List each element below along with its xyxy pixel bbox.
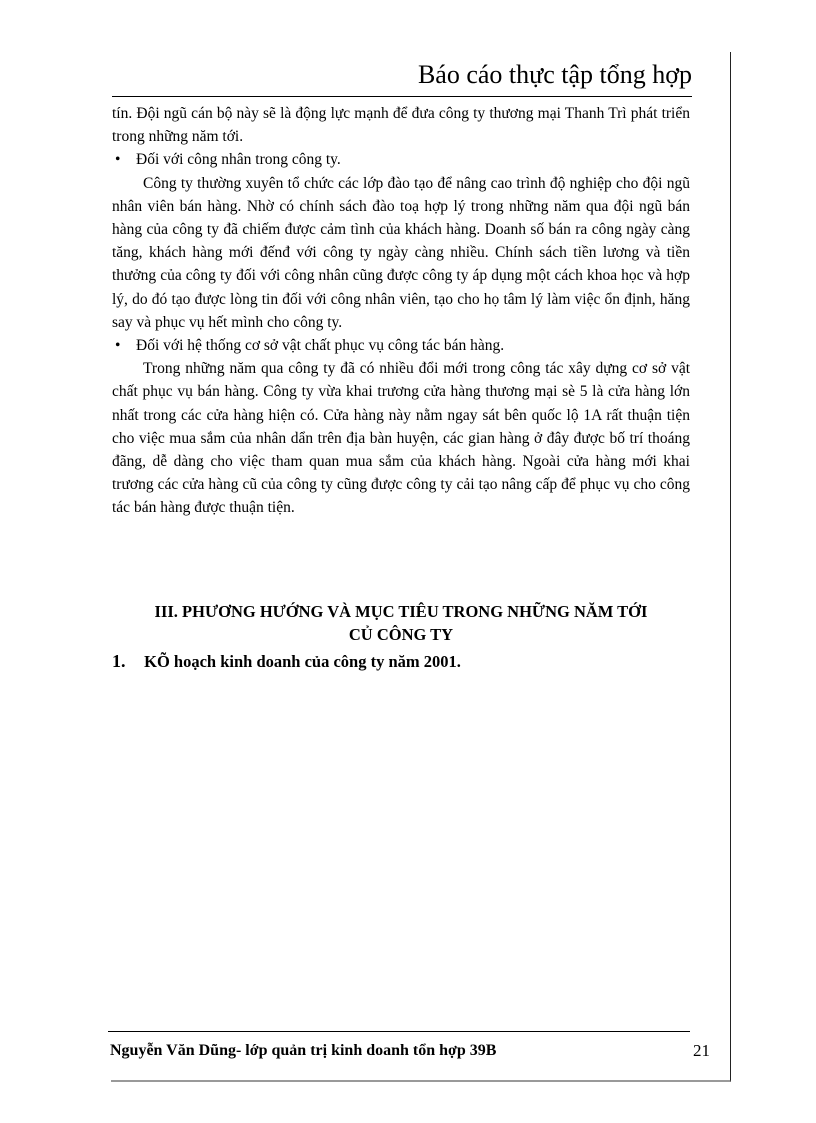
paragraph-continued: tín. Đội ngũ cán bộ này sẽ là động lực mạnh để đưa công ty thương mại Thanh Trì phát triển trong những năm tới. [112,105,690,146]
paragraph: Trong những năm qua công ty đã có nhiều đổi mới trong công tác xây dựng cơ sở vật chất phục vụ bán hàng. Công ty vừa khai trương cửa hàng thương mại sè 5 là cửa hàng lớn nhất trong các cửa hàng hiện có. Cửa hàng này nằm ngay sát bên quốc lộ 1A rất thuận tiện cho việc mua sắm của nhân dẩn trên địa bàn huyện, các gian hàng ở đây được bố trí thoáng đãng, dễ dàng cho việc tham quan mua sắm của khách hàng. Ngoài cửa hàng mới khai trương các cửa hàng cũ của công ty cũng được công ty cải tạo nâng cấp để phục vụ cho công tác bán hàng được thuận tiện. [112,360,690,517]
section-heading [112,600,690,646]
header-rule [112,96,692,97]
footer-author: Nguyễn Văn Dũng- lớp quản trị kinh doanh tổn hợp 39B [110,1042,497,1059]
bullet-text: Đối với hệ thống cơ sở vật chất phục vụ công tác bán hàng. [136,337,505,355]
footer-rule [108,1031,690,1032]
bullet-dot: • [115,151,121,169]
section-heading-line-2: CỦ CÔNG TY [348,625,454,644]
page-header-title: Báo cáo thực tập tổng hợp [417,60,692,89]
bullet-dot: • [115,337,121,355]
bullet-text: Đối với công nhân trong công ty. [136,151,341,169]
body-text [112,102,690,520]
page-number: 21 [693,1041,710,1060]
subsection-number: 1. [112,651,126,671]
subsection-title: KÕ hoạch kinh doanh của công ty năm 2001. [144,652,461,671]
bullet-item [112,148,690,171]
subsection-heading [112,650,690,673]
paragraph: Công ty thường xuyên tổ chức các lớp đào tạo để nâng cao trình độ nghiệp cho đội ngũ nhân viên bán hàng. Nhờ có chính sách đào toạ hợp lý trong những năm qua đội ngũ bán hàng của công ty đã chiếm được cảm tình của khách hàng. Doanh số bán ra công ngày càng tăng, khách hàng mới đếnđ với công ty ngày càng nhiều. Chính sách tiền lương và tiền thưởng của công ty đối với công nhân cũng được công ty áp dụng một cách khoa học và hợp lý, do đó tạo được lòng tin đối với công nhân viên, tạo cho họ tâm lý làm việc ổn định, hăng say và phục vụ hết mình cho công ty. [112,174,690,331]
section-heading-line-1: III. PHƯƠNG HƯỚNG VÀ MỤC TIÊU TRONG NHỮNG NĂM TỚI [154,602,648,621]
bullet-item [112,334,690,357]
